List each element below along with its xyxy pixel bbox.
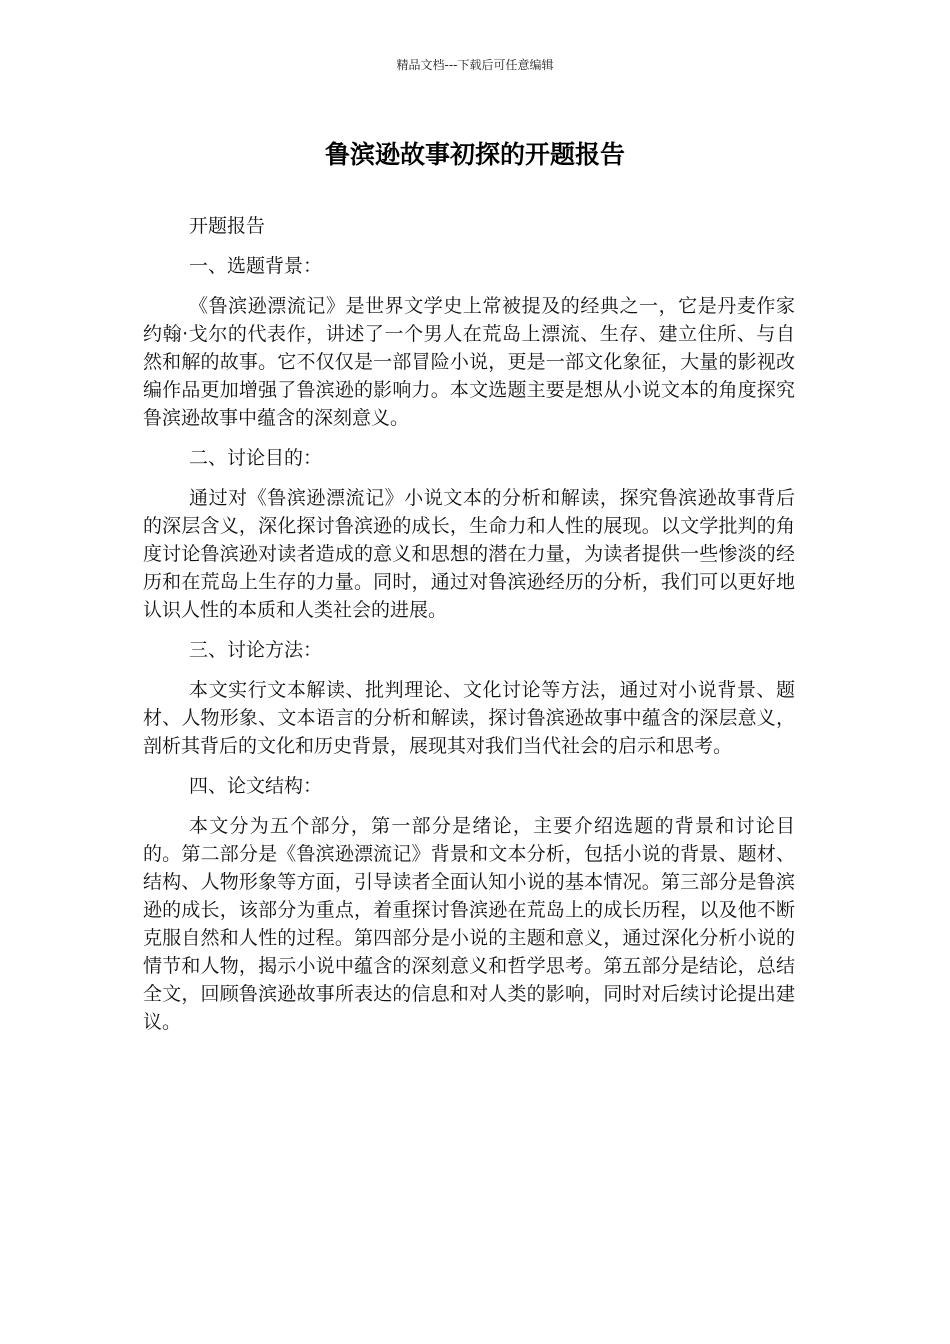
section-heading-method: 三、讨论方法： — [189, 639, 323, 661]
section-heading-background: 一、选题背景： — [189, 255, 323, 277]
section-text-structure: 本文分为五个部分，第一部分是绪论，主要介绍选题的背景和讨论目的。第二部分是《鲁滨逊漂流记》背景和文本分析，包括小说的背景、题材、结构、人物形象等方面，引导读者全面认知小说的基本情况。第三部分是鲁滨逊的成长，该部分为重点，着重探讨鲁滨逊在荒岛上的成长历程，以及他不断克服自然和人性的过程。第四部分是小说的主题和意义，通过深化分析小说的情节和人物，揭示小说中蕴含的深刻意义和哲学思考。第五部分是结论，总结全文，回顾鲁滨逊故事所表达的信息和对人类的影响，同时对后续讨论提出建议。 — [143, 815, 795, 1033]
section-text-method: 本文实行文本解读、批判理论、文化讨论等方法，通过对小说背景、题材、人物形象、文本语言的分析和解读，探讨鲁滨逊故事中蕴含的深层意义，剖析其背后的文化和历史背景，展现其对我们当代社会的启示和思考。 — [143, 679, 795, 757]
section-text-background: 《鲁滨逊漂流记》是世界文学史上常被提及的经典之一，它是丹麦作家约翰·戈尔的代表作，讲述了一个男人在荒岛上漂流、生存、建立住所、与自然和解的故事。它不仅仅是一部冒险小说，更是一部文化象征，大量的影视改编作品更加增强了鲁滨逊的影响力。本文选题主要是想从小说文本的角度探究鲁滨逊故事中蕴含的深刻意义。 — [143, 295, 795, 429]
section-heading-structure: 四、论文结构： — [189, 775, 323, 797]
section-heading-purpose: 二、讨论目的： — [189, 447, 323, 469]
document-body — [143, 212, 795, 1048]
document-title: 鲁滨逊故事初探的开题报告 — [324, 140, 625, 169]
report-label: 开题报告 — [189, 215, 266, 237]
section-text-purpose: 通过对《鲁滨逊漂流记》小说文本的分析和解读，探究鲁滨逊故事背后的深层含义，深化探讨鲁滨逊的成长，生命力和人性的展现。以文学批判的角度讨论鲁滨逊对读者造成的意义和思想的潜在力量，为读者提供一些惨淡的经历和在荒岛上生存的力量。同时，通过对鲁滨逊经历的分析，我们可以更好地认识人性的本质和人类社会的进展。 — [143, 487, 795, 621]
page-header-note: 精品文档---下载后可任意编辑 — [396, 58, 554, 72]
